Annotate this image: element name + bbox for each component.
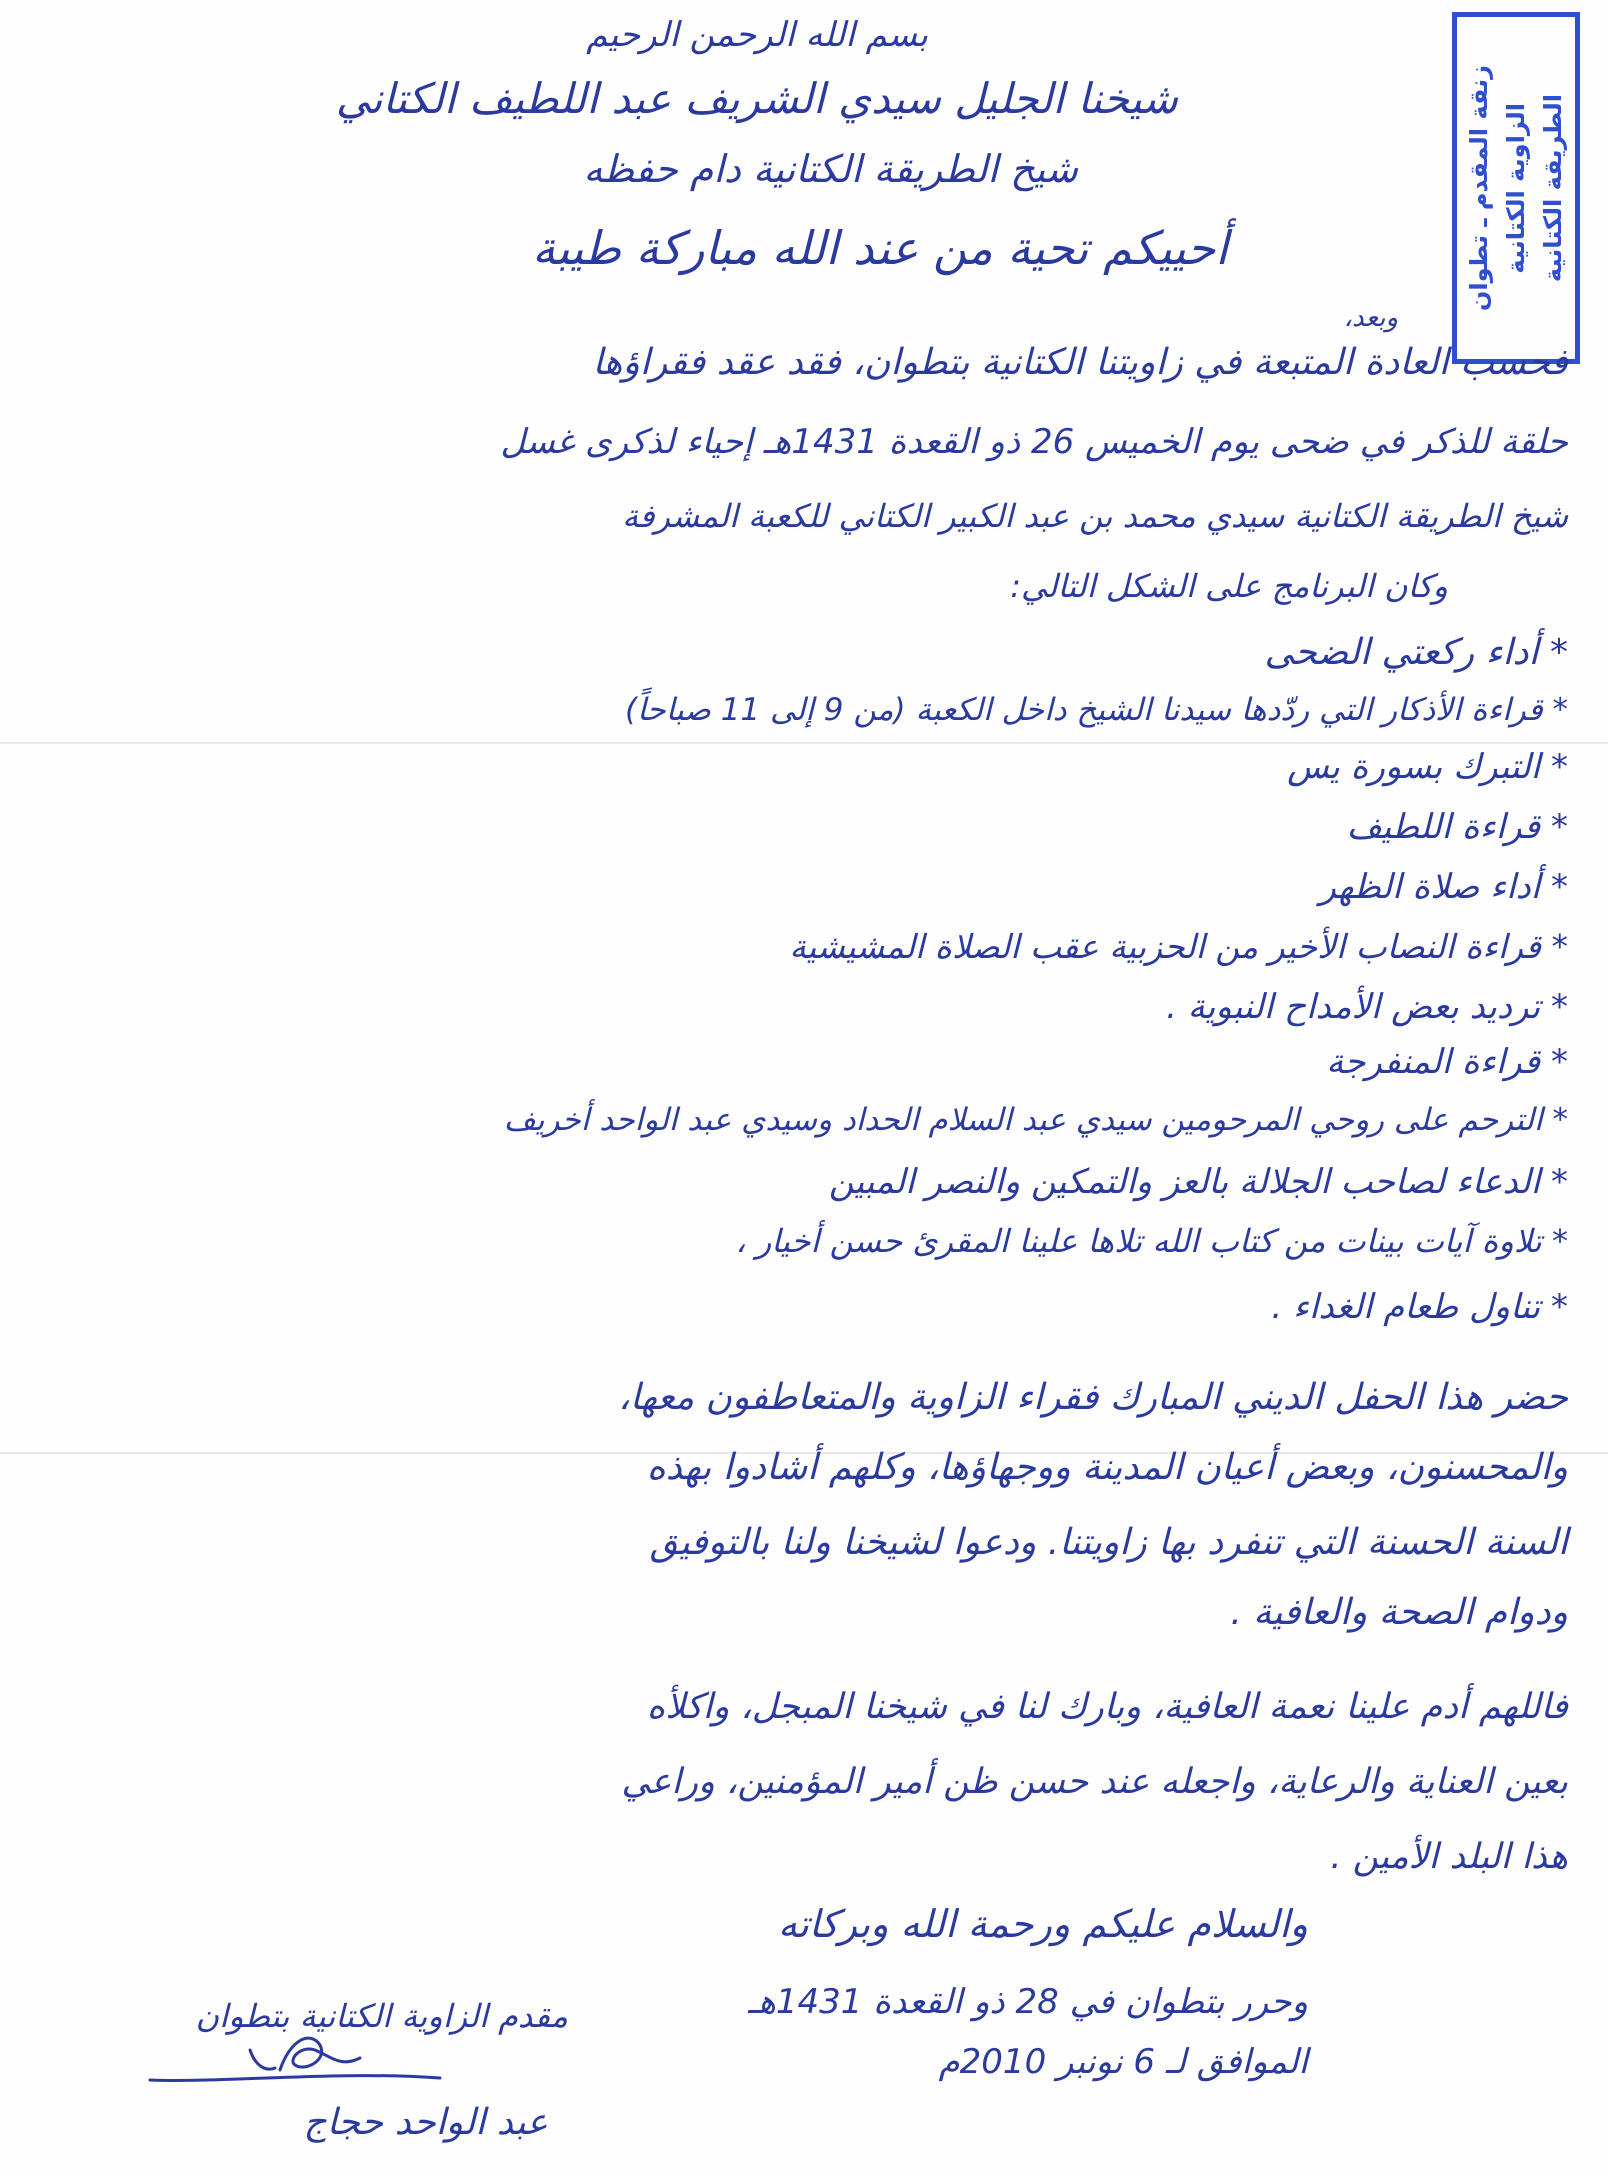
zawiya-stamp [1452, 12, 1580, 364]
program-item: * تناول طعام الغداء . [1271, 1287, 1568, 1327]
basmala: بسم الله الرحمن الرحيم [586, 15, 928, 55]
stamp-line: الزاوية الكتانية [1501, 102, 1530, 274]
program-item: * قراءة الأذكار التي ردّدها سيدنا الشيخ داخل الكعبة (من 9 إلى 11 صباحاً) [625, 692, 1568, 728]
closing-line: والمحسنون، وبعض أعيان المدينة ووجهاؤها، وكلهم أشادوا بهذه [646, 1447, 1568, 1488]
stamp-line: الطريقة الكتانية [1538, 93, 1567, 283]
body-line: حلقة للذكر في ضحى يوم الخميس 26 ذو القعدة 1431هـ إحياء لذكرى غسل [500, 422, 1568, 462]
greeting: أحييكم تحية من عند الله مباركة طيبة [532, 221, 1228, 275]
opening: وبعد، [1343, 303, 1398, 333]
prayer-line: بعين العناية والرعاية، واجعله عند حسن ظن أمير المؤمنين، وراعي [621, 1762, 1568, 1802]
closing-line: ودوام الصحة والعافية . [1230, 1592, 1568, 1633]
paper-fold-line [0, 742, 1608, 744]
program-item: * قراءة اللطيف [1346, 807, 1568, 847]
signer-name: عبد الواحد حجاج [303, 2102, 548, 2143]
addressee-title: شيخ الطريقة الكتانية دام حفظه [583, 147, 1078, 191]
body-line: فحسب العادة المتبعة في زاويتنا الكتانية بتطوان، فقد عقد فقراؤها [592, 342, 1568, 383]
program-item: * قراءة المنفرجة [1326, 1042, 1568, 1082]
program-item: * أداء ركعتي الضحى [1264, 632, 1568, 673]
program-item: * ترديد بعض الأمداح النبوية . [1166, 987, 1568, 1027]
body-line: وكان البرنامج على الشكل التالي: [1010, 567, 1448, 605]
closing-line: حضر هذا الحفل الديني المبارك فقراء الزاوية والمتعاطفون معها، [618, 1377, 1568, 1418]
date-line: وحرر بتطوان في 28 ذو القعدة 1431هـ [748, 1982, 1308, 2022]
program-item: * الدعاء لصاحب الجلالة بالعز والتمكين والنصر المبين [828, 1162, 1568, 1202]
signer-title: مقدم الزاوية الكتانية بتطوان [195, 1997, 568, 2035]
date-line: الموافق لـ 6 نونبر 2010م [938, 2042, 1308, 2082]
program-item: * التبرك بسورة يس [1287, 747, 1568, 787]
stamp-line: زنقة المقدم ـ تطوان [1465, 64, 1494, 312]
addressee-line: شيخنا الجليل سيدي الشريف عبد اللطيف الكتاني [335, 74, 1178, 123]
closing-line: السنة الحسنة التي تنفرد بها زاويتنا. ودعوا لشيخنا ولنا بالتوفيق [649, 1522, 1568, 1563]
salutation: والسلام عليكم ورحمة الله وبركاته [777, 1902, 1308, 1946]
program-item: * أداء صلاة الظهر [1319, 867, 1568, 907]
program-item: * قراءة النصاب الأخير من الحزبية عقب الصلاة المشيشية [789, 927, 1568, 966]
prayer-line: هذا البلد الأمين . [1330, 1837, 1568, 1877]
body-line: شيخ الطريقة الكتانية سيدي محمد بن عبد الكبير الكتاني للكعبة المشرفة [622, 497, 1568, 535]
program-item: * تلاوة آيات بينات من كتاب الله تلاها علينا المقرئ حسن أخيار ، [735, 1222, 1568, 1260]
prayer-line: فاللهم أدم علينا نعمة العافية، وبارك لنا في شيخنا المبجل، واكلأه [646, 1687, 1568, 1727]
program-item: * الترحم على روحي المرحومين سيدي عبد السلام الحداد وسيدي عبد الواحد أخريف [503, 1102, 1568, 1138]
